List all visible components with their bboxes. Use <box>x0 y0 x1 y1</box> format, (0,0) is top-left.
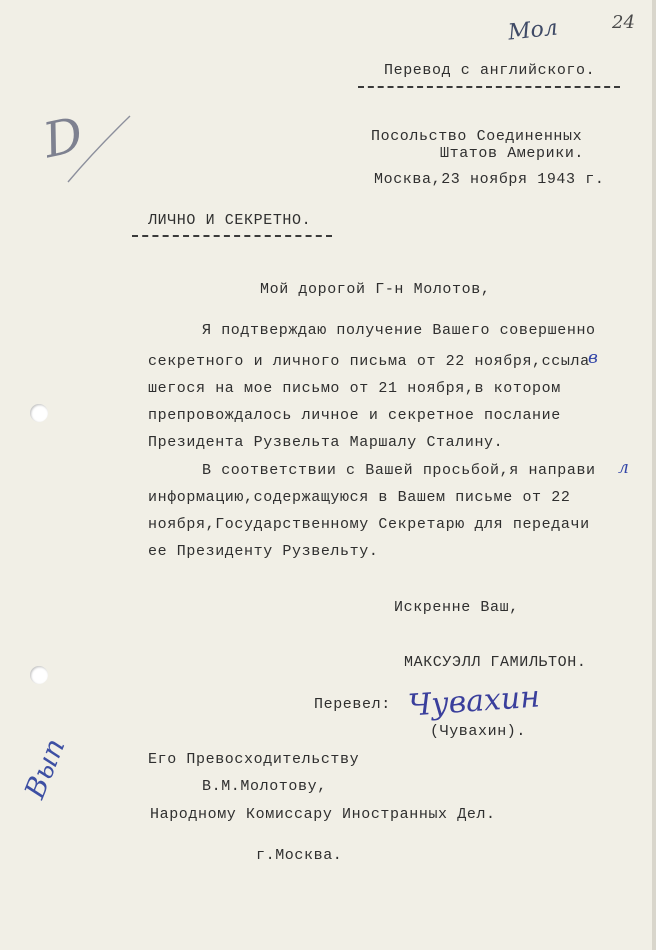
addressee-line4: г.Москва. <box>256 847 343 864</box>
body-line-5: Президента Рузвельта Маршалу Сталину. <box>148 434 504 451</box>
handwritten-archive-note: Мол <box>506 15 559 46</box>
salutation: Мой дорогой Г-н Молотов, <box>260 281 491 298</box>
translation-note: Перевод с английского. <box>384 62 596 79</box>
addressee-line1: Его Превосходительству <box>148 751 360 768</box>
margin-pencil-mark: D <box>38 106 88 170</box>
handwritten-correction: в <box>588 348 598 368</box>
body-line-7: информацию,содержащуюся в Вашем письме от 22 <box>148 489 571 506</box>
body-line-3: шегося на мое письмо от 21 ноября,в котором <box>148 380 561 397</box>
addressee-line2: В.М.Молотову, <box>202 778 327 795</box>
body-line-8: ноября,Государственному Секретарю для передачи <box>148 516 590 533</box>
translator-signature: Чувахин <box>406 679 542 724</box>
body-line-1: Я подтверждаю получение Вашего совершенно <box>202 322 596 339</box>
translator-label: Перевел: <box>314 696 391 713</box>
embassy-name-line2: Штатов Америки. <box>440 145 585 162</box>
addressee-line3: Народному Комиссару Иностранных Дел. <box>150 806 496 823</box>
body-line-9: ее Президенту Рузвельту. <box>148 543 379 560</box>
body-line-6: В соответствии с Вашей просьбой,я направи <box>202 462 596 479</box>
translator-name: (Чувахин). <box>430 723 527 740</box>
place-and-date: Москва,23 ноября 1943 г. <box>374 171 605 188</box>
signature-name: МАКСУЭЛЛ ГАМИЛЬТОН. <box>404 654 587 671</box>
classification-mark: ЛИЧНО И СЕКРЕТНО. <box>148 212 312 229</box>
body-line-4: препровождалось личное и секретное послание <box>148 407 561 424</box>
margin-ink-note: Вып <box>17 733 72 804</box>
handwritten-correction: л <box>618 458 629 478</box>
body-line-2: секретного и личного письма от 22 ноября,ссыла <box>148 353 590 370</box>
embassy-name-line1: Посольство Соединенных <box>371 128 583 145</box>
closing: Искренне Ваш, <box>394 599 519 616</box>
page-number: 24 <box>612 12 635 33</box>
translation-note-underline <box>358 86 620 88</box>
classification-underline <box>132 235 332 237</box>
